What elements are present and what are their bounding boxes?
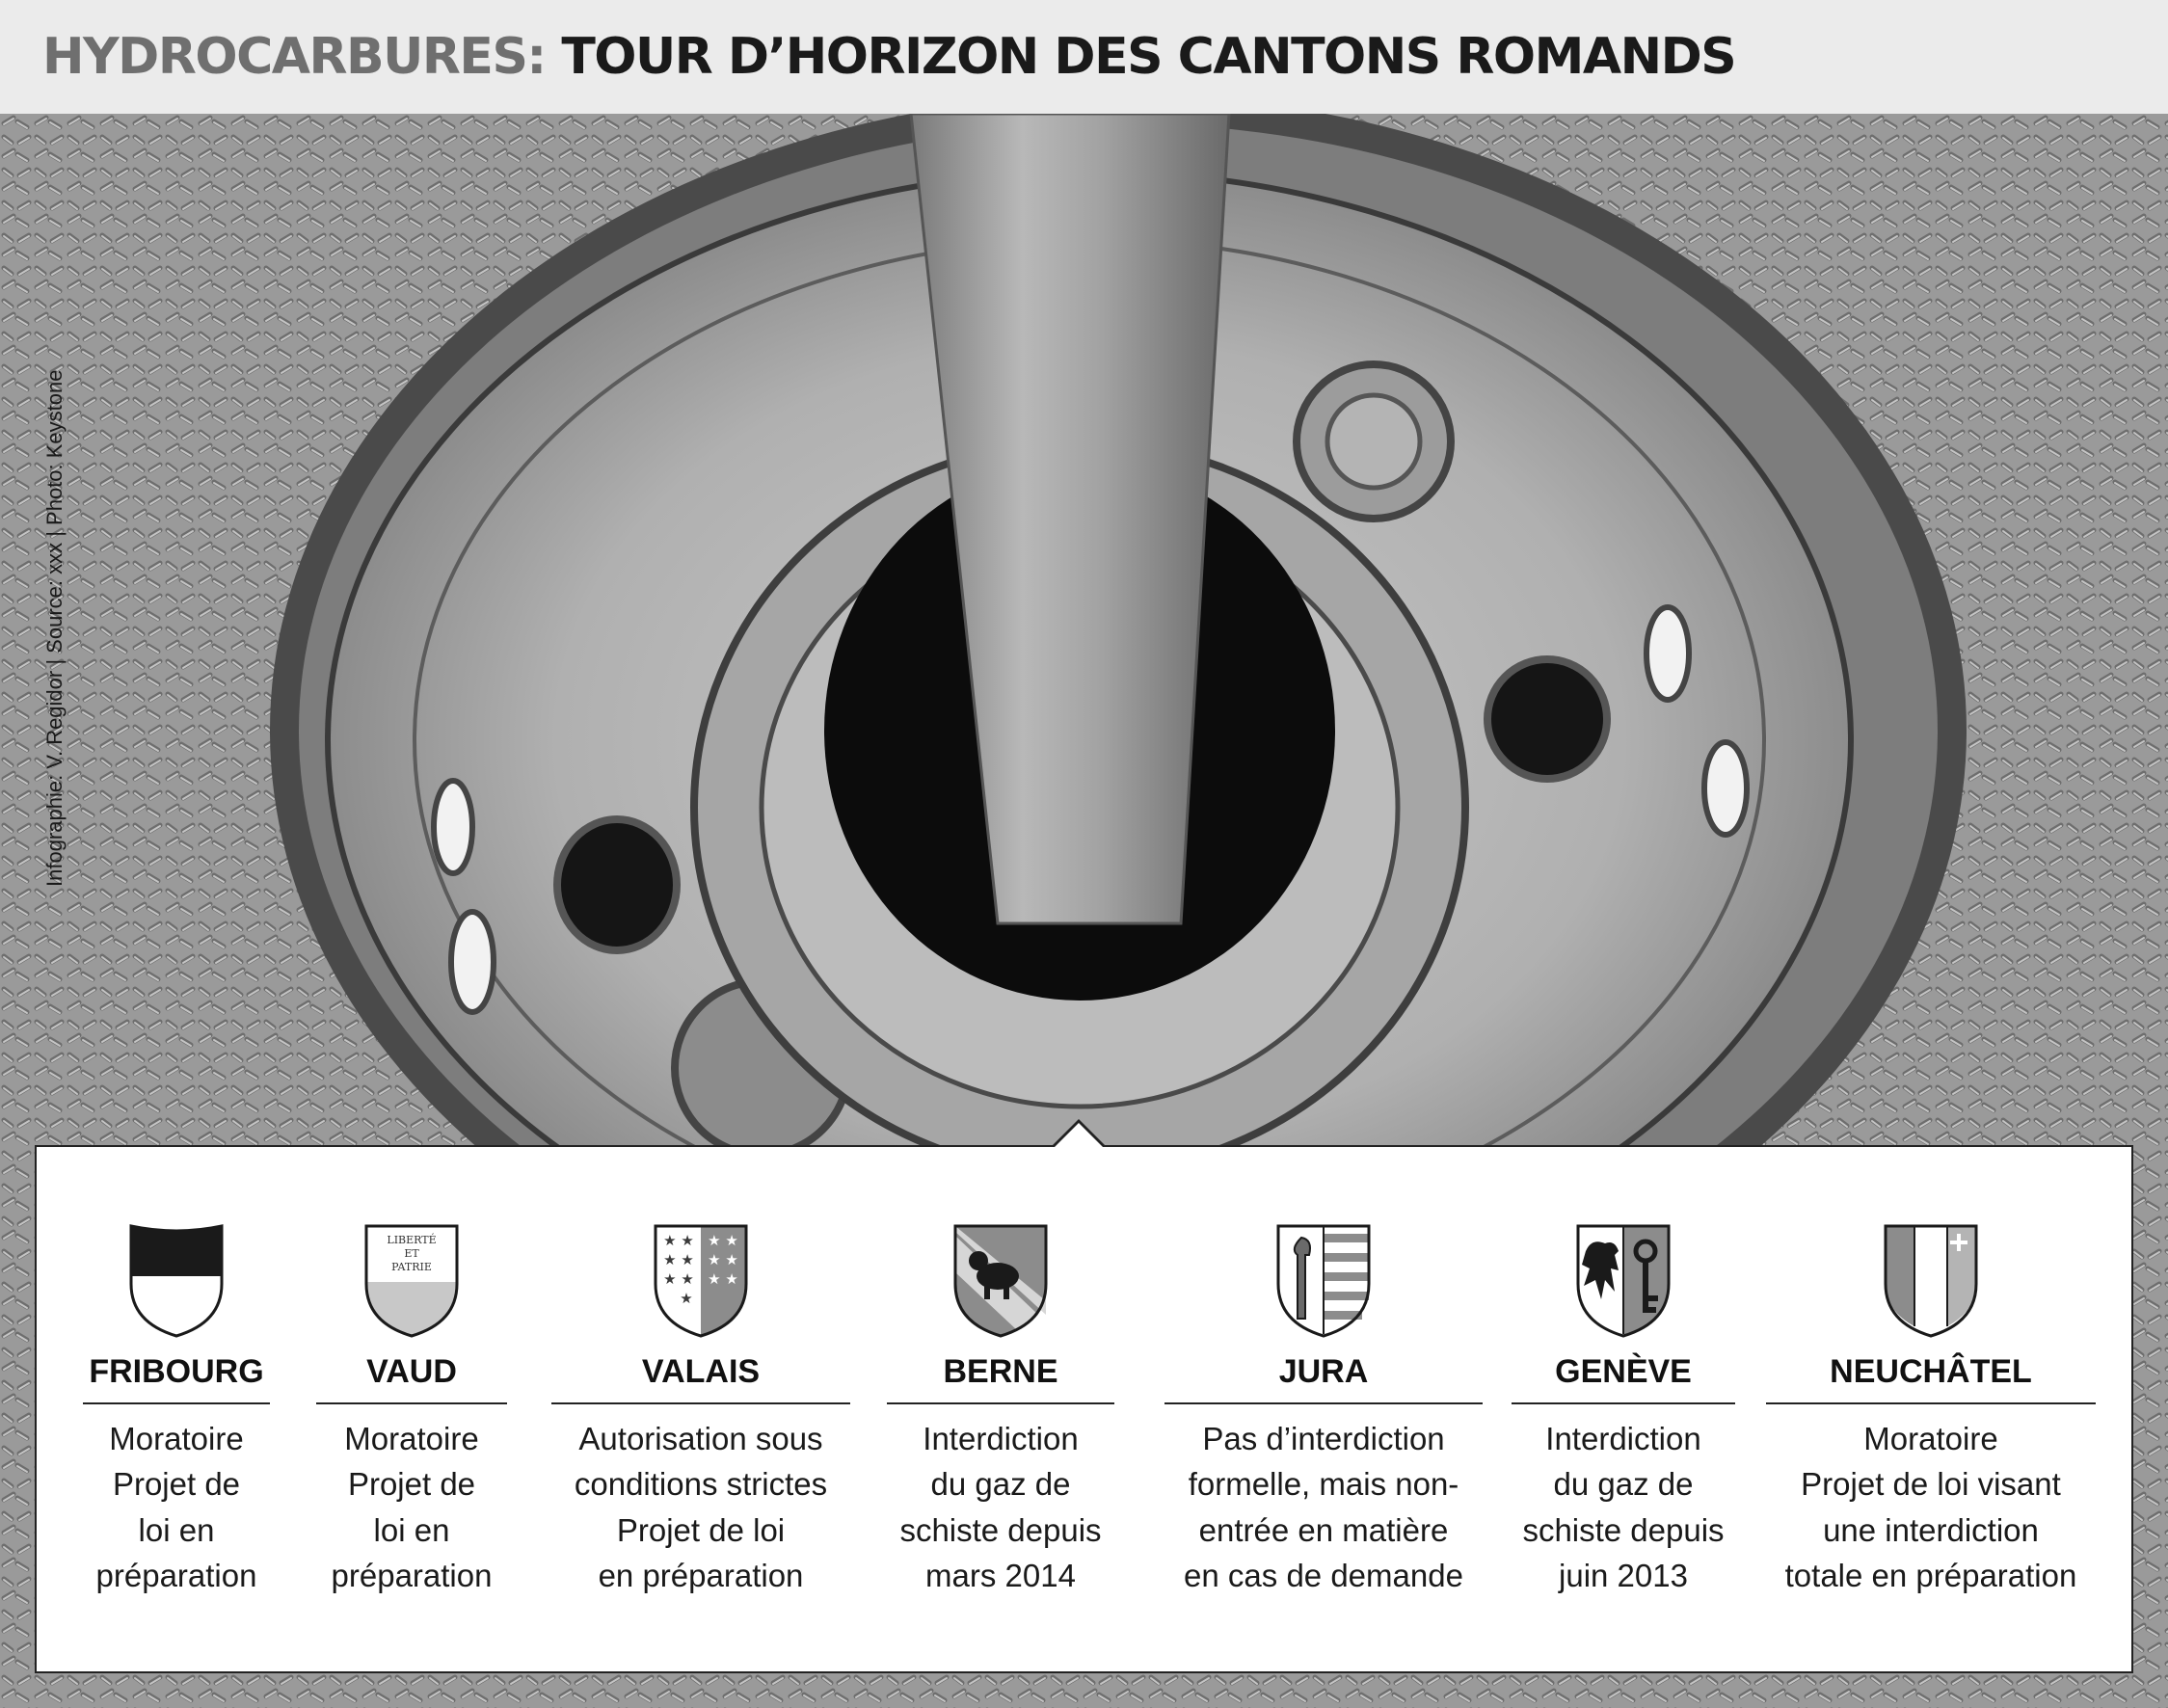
neuchatel-coat-of-arms-icon — [1880, 1222, 1982, 1340]
canton-valais — [551, 1222, 850, 1599]
canton-description: Interdiction du gaz de schiste depuis juin 2013 — [1522, 1420, 1725, 1594]
canton-name: JURA — [1164, 1351, 1483, 1404]
vaud-motto-line: PATRIE — [391, 1261, 432, 1273]
canton-description: Moratoire Projet de loi en préparation — [95, 1420, 257, 1594]
svg-text:★ ★: ★ ★ — [663, 1232, 694, 1249]
page-title — [42, 28, 1736, 86]
vaud-motto-line: ET — [404, 1247, 419, 1260]
canton-name: NEUCHÂTEL — [1766, 1351, 2096, 1404]
canton-name: GENÈVE — [1512, 1351, 1735, 1404]
fribourg-coat-of-arms-icon — [125, 1222, 228, 1340]
svg-text:★: ★ — [680, 1290, 693, 1307]
panel-pointer-fill — [1053, 1123, 1105, 1149]
canton-neuchatel — [1766, 1222, 2096, 1599]
canton-description: Moratoire Projet de loi visant une interdiction totale en préparation — [1784, 1420, 2077, 1594]
canton-description: Interdiction du gaz de schiste depuis mars 2014 — [899, 1420, 1102, 1594]
canton-vaud — [316, 1222, 507, 1599]
canton-name: FRIBOURG — [83, 1351, 270, 1404]
svg-text:★ ★: ★ ★ — [663, 1270, 694, 1288]
canton-jura — [1164, 1222, 1483, 1599]
canton-name: BERNE — [887, 1351, 1114, 1404]
geneve-coat-of-arms-icon — [1572, 1222, 1674, 1340]
svg-text:★ ★: ★ ★ — [708, 1232, 738, 1249]
canton-description: Moratoire Projet de loi en préparation — [331, 1420, 493, 1594]
svg-text:★ ★: ★ ★ — [708, 1270, 738, 1288]
canton-berne — [887, 1222, 1114, 1599]
canton-name: VAUD — [316, 1351, 507, 1404]
vaud-motto-line: LIBERTÉ — [387, 1234, 437, 1246]
canton-description: Pas d’interdiction formelle, mais non- entrée en matière en cas de demande — [1184, 1420, 1463, 1594]
svg-text:★ ★: ★ ★ — [663, 1251, 694, 1268]
title-kicker: HYDROCARBURES: — [42, 28, 546, 86]
photo-credit: Infographie: V. Regidor | Source: xxx | Photo: Keystone — [42, 369, 67, 887]
valais-coat-of-arms-icon — [650, 1222, 752, 1340]
canton-geneve — [1512, 1222, 1735, 1599]
canton-name: VALAIS — [551, 1351, 850, 1404]
vaud-coat-of-arms-icon — [361, 1222, 463, 1340]
canton-description: Autorisation sous conditions strictes Projet de loi en préparation — [574, 1420, 828, 1594]
header-bar — [0, 0, 2168, 114]
berne-coat-of-arms-icon — [950, 1222, 1052, 1340]
jura-coat-of-arms-icon — [1272, 1222, 1375, 1340]
title-headline: TOUR D’HORIZON DES CANTONS ROMANDS — [561, 28, 1736, 86]
canton-fribourg — [83, 1222, 270, 1599]
svg-text:★ ★: ★ ★ — [708, 1251, 738, 1268]
